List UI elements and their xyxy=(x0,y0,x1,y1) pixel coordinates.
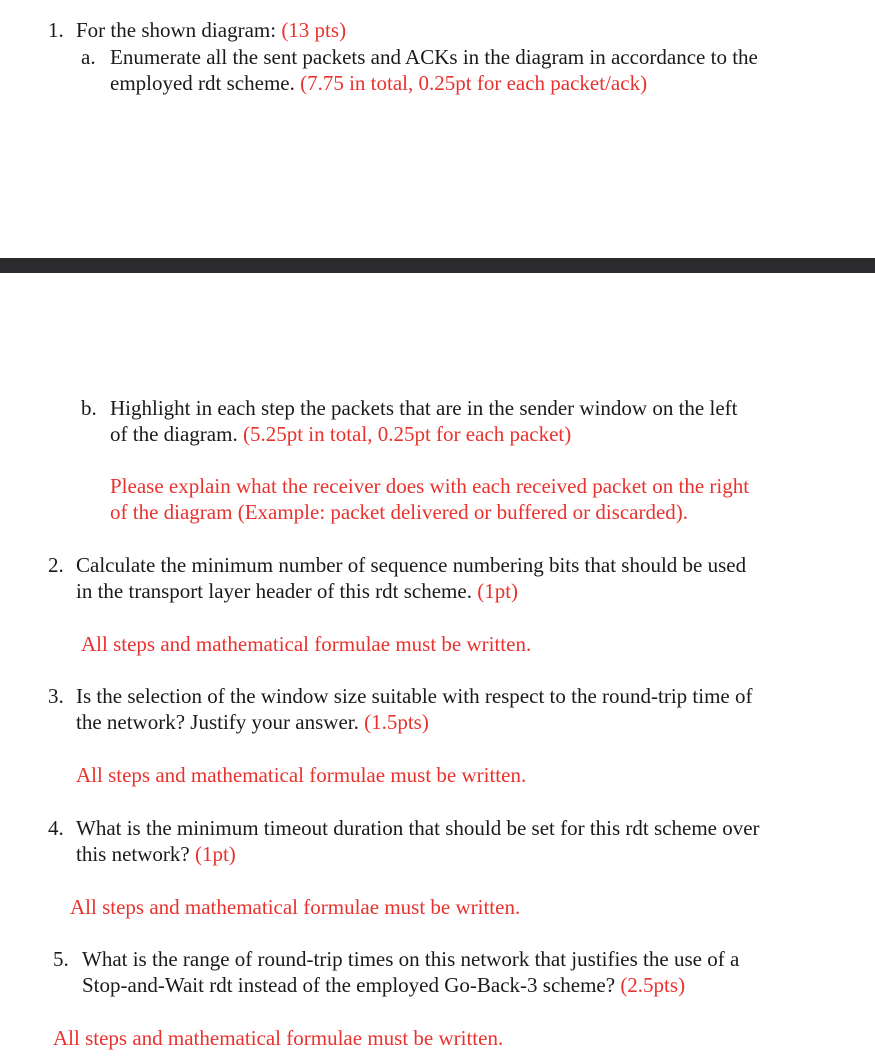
question-3-points: (1.5pts) xyxy=(364,710,429,734)
question-5-number: 5. xyxy=(53,947,69,971)
question-2-number: 2. xyxy=(48,553,64,577)
question-5-points: (2.5pts) xyxy=(620,973,686,997)
question-1a-line1: Enumerate all the sent packets and ACKs in the diagram in accordance to the xyxy=(110,45,758,69)
question-4-line1: What is the minimum timeout duration that should be set for this rdt scheme over xyxy=(76,816,760,840)
question-1a-line2: employed rdt scheme. xyxy=(110,71,295,95)
question-2-line2: in the transport layer header of this rdt scheme. xyxy=(76,579,472,603)
question-1b-label: b. xyxy=(81,396,97,420)
question-5-line2: Stop-and-Wait rdt instead of the employed Go-Back-3 scheme? xyxy=(82,973,616,997)
question-3-line2: the network? Justify your answer. xyxy=(76,710,359,734)
question-2-points: (1pt) xyxy=(477,579,519,603)
question-5-line1: What is the range of round-trip times on this network that justifies the use of a xyxy=(82,947,740,971)
question-3-note: All steps and mathematical formulae must be written. xyxy=(76,763,527,787)
question-1a-label: a. xyxy=(81,45,96,69)
question-4-line2: this network? xyxy=(76,842,190,866)
question-1b-note-line2: of the diagram (Example: packet delivered or buffered or discarded). xyxy=(110,500,689,524)
question-1b-points: (5.25pt in total, 0.25pt for each packet) xyxy=(242,422,572,446)
question-3-number: 3. xyxy=(48,684,64,708)
question-2-note: All steps and mathematical formulae must be written. xyxy=(81,632,532,656)
question-1b-line1: Highlight in each step the packets that are in the sender window on the left xyxy=(110,396,738,420)
question-5-note: All steps and mathematical formulae must be written. xyxy=(53,1026,504,1050)
question-4-points: (1pt) xyxy=(194,842,236,866)
question-1b-note-line1: Please explain what the receiver does with each received packet on the right xyxy=(110,474,750,498)
question-2-line1: Calculate the minimum number of sequence numbering bits that should be used xyxy=(76,553,747,577)
question-1a-points: (7.75 in total, 0.25pt for each packet/ack) xyxy=(300,71,648,95)
question-1b-line2: of the diagram. xyxy=(110,422,238,446)
question-1-number: 1. xyxy=(48,18,64,42)
question-1-text: For the shown diagram: xyxy=(76,18,277,42)
question-4-note: All steps and mathematical formulae must be written. xyxy=(70,895,521,919)
page-divider xyxy=(0,258,875,273)
question-1-points: (13 pts) xyxy=(281,18,347,42)
question-4-number: 4. xyxy=(48,816,64,840)
question-3-line1: Is the selection of the window size suitable with respect to the round-trip time of xyxy=(76,684,753,708)
